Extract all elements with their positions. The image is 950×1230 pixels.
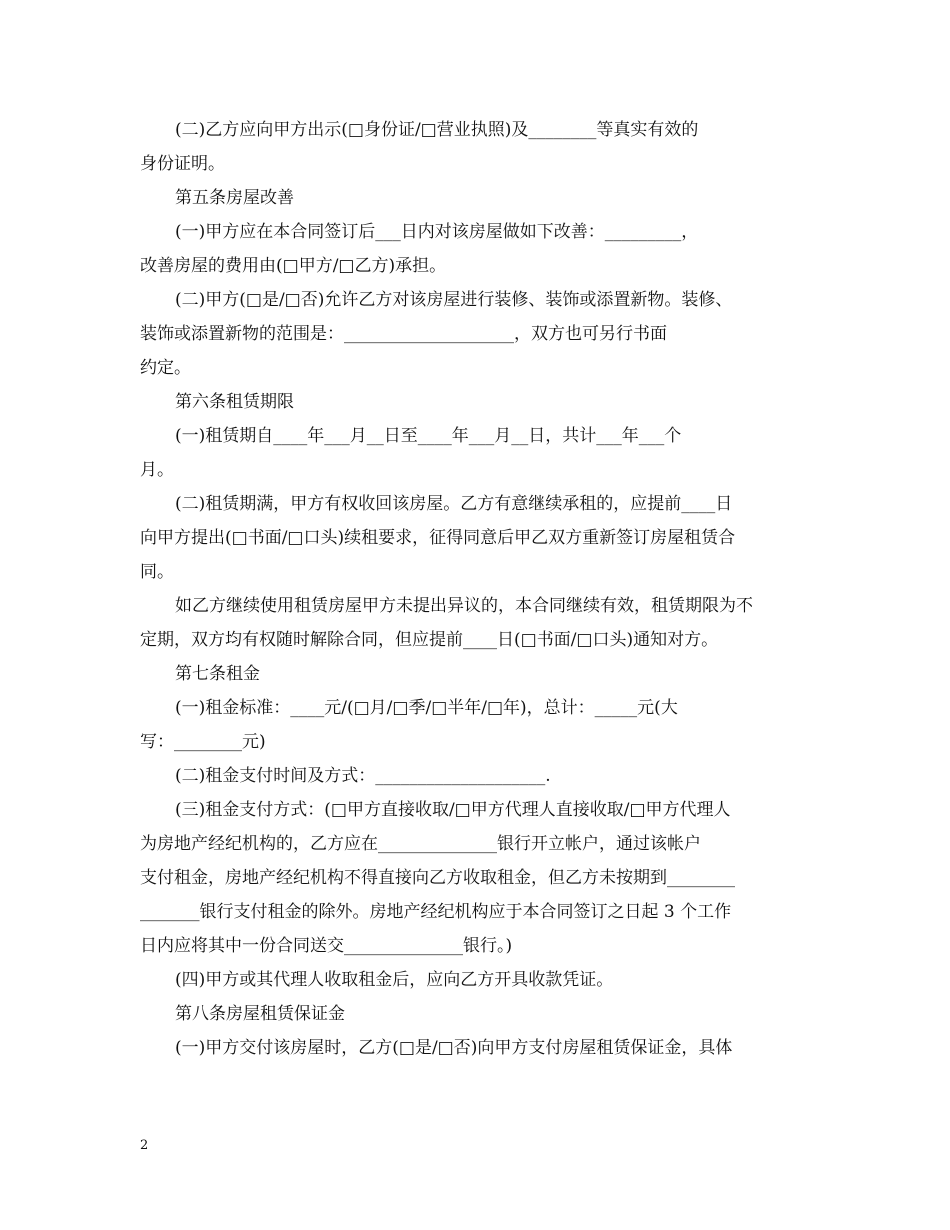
text-line: 约定。	[140, 358, 191, 378]
text-line: _______银行支付租金的除外。房地产经纪机构应于本合同签订之日起 3 个工作	[140, 902, 732, 922]
text-line: 向甲方提出(□书面/□口头)续租要求，征得同意后甲乙双方重新签订房屋租赁合	[140, 528, 736, 548]
text-line: 写：________元)	[140, 732, 266, 752]
text-line: (一)租赁期自____年___月__日至____年___月__日，共计___年___个	[175, 426, 682, 446]
text-line: 月。	[140, 460, 174, 480]
text-line: (一)甲方应在本合同签订后___日内对该房屋做如下改善：_________，	[175, 222, 699, 242]
section-heading: 第七条租金	[175, 664, 260, 684]
text-line: 支付租金，房地产经纪机构不得直接向乙方收取租金，但乙方未按期到________	[140, 868, 735, 888]
text-line: (三)租金支付方式：(□甲方直接收取/□甲方代理人直接收取/□甲方代理人	[175, 800, 731, 820]
text-line: 为房地产经纪机构的，乙方应在______________银行开立帐户，通过该帐户	[140, 834, 701, 854]
section-heading: 第六条租赁期限	[175, 392, 294, 412]
text-line: 改善房屋的费用由(□甲方/□乙方)承担。	[140, 256, 447, 276]
text-line: (一)甲方交付该房屋时，乙方(□是/□否)向甲方支付房屋租赁保证金，具体	[175, 1038, 733, 1058]
section-heading: 第八条房屋租赁保证金	[175, 1004, 345, 1024]
text-line: (一)租金标准：____元/(□月/□季/□半年/□年)，总计：_____元(大	[175, 698, 678, 718]
text-line: 如乙方继续使用租赁房屋甲方未提出异议的，本合同继续有效，租赁期限为不	[175, 596, 753, 616]
text-line: 身份证明。	[140, 154, 225, 174]
text-line: 同。	[140, 562, 174, 582]
text-line: 装饰或添置新物的范围是：____________________，双方也可另行书面	[140, 324, 667, 344]
text-line: (四)甲方或其代理人收取租金后，应向乙方开具收款凭证。	[175, 970, 614, 990]
text-line: (二)乙方应向甲方出示(□身份证/□营业执照)及________等真实有效的	[175, 120, 699, 140]
text-line: (二)租金支付时间及方式：____________________.	[175, 766, 551, 786]
text-line: (二)甲方(□是/□否)允许乙方对该房屋进行装修、装饰或添置新物。装修、	[175, 290, 733, 310]
text-line: 日内应将其中一份合同送交______________银行。)	[140, 936, 513, 956]
text-line: (二)租赁期满，甲方有权收回该房屋。乙方有意继续承租的，应提前____日	[175, 494, 733, 514]
section-heading: 第五条房屋改善	[175, 188, 294, 208]
text-line: 定期，双方均有权随时解除合同，但应提前____日(□书面/□口头)通知对方。	[140, 630, 719, 650]
page-number: 2	[140, 1138, 149, 1153]
